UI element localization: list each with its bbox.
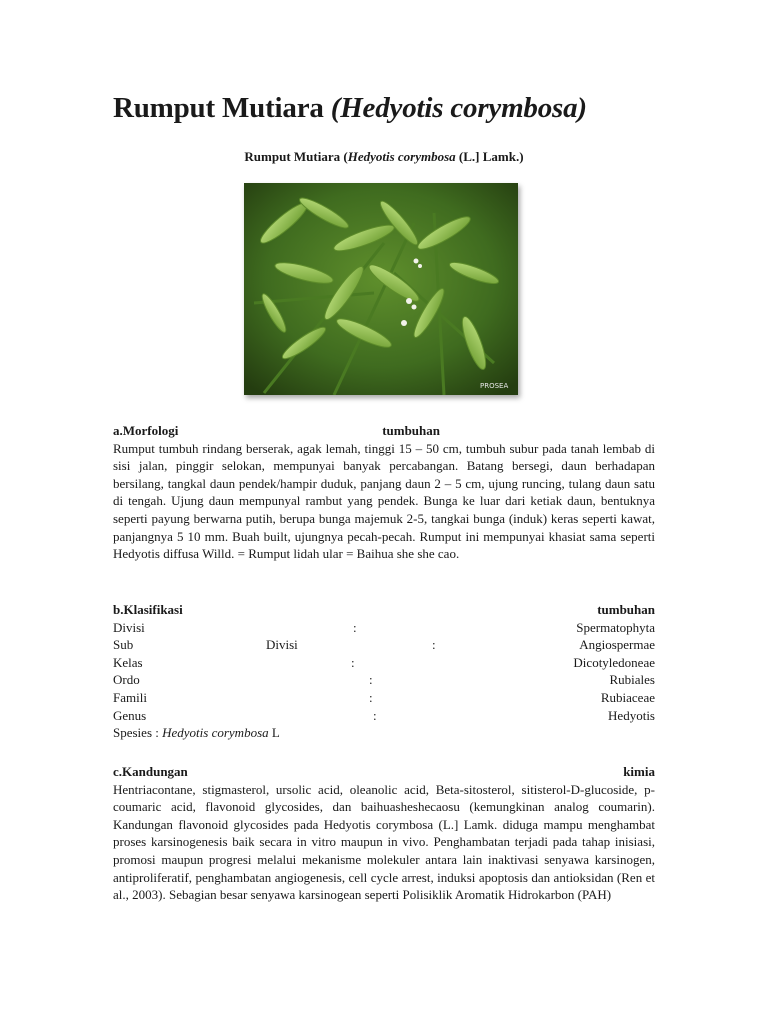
klasifikasi-key: Ordo: [113, 672, 140, 688]
section-kandungan: [113, 763, 655, 904]
subtitle-plain-1: Rumput Mutiara (: [244, 149, 348, 164]
subtitle-italic: Hedyotis corymbosa: [347, 149, 456, 164]
photo-watermark: PROSEA: [480, 382, 509, 390]
section-morfologi: [113, 422, 655, 563]
klasifikasi-value: Spermatophyta: [576, 619, 655, 635]
klasifikasi-key-mid: Divisi: [266, 637, 298, 653]
title-plain: Rumput Mutiara: [113, 92, 331, 124]
klasifikasi-key: Genus: [113, 707, 147, 723]
subtitle-plain-2: (L.] Lamk.): [455, 149, 524, 164]
spesies-suffix: L: [268, 725, 280, 741]
klasifikasi-value: Angiospermae: [579, 637, 655, 653]
page-title: [113, 92, 587, 125]
title-italic: (Hedyotis corymbosa): [330, 92, 587, 124]
klasifikasi-heading: [113, 601, 655, 619]
klasifikasi-key: Kelas: [113, 654, 143, 670]
klasifikasi-value: Dicotyledoneae: [573, 654, 655, 670]
kandungan-heading-left: c.Kandungan: [113, 764, 188, 779]
klasifikasi-heading-right: tumbuhan: [597, 602, 655, 617]
klasifikasi-colon: :: [353, 619, 357, 635]
klasifikasi-row: [113, 636, 655, 654]
klasifikasi-key: Famili: [113, 689, 147, 705]
kandungan-heading: [113, 763, 655, 781]
klasifikasi-colon: :: [369, 689, 373, 705]
klasifikasi-row: [113, 707, 655, 725]
klasifikasi-row: [113, 619, 655, 637]
klasifikasi-heading-left: b.Klasifikasi: [113, 602, 183, 617]
spesies-line: [113, 724, 655, 742]
klasifikasi-row: [113, 689, 655, 707]
klasifikasi-colon: :: [373, 707, 377, 723]
spesies-italic: Hedyotis corymbosa: [162, 725, 269, 741]
morfologi-heading-left: a.Morfologi: [113, 423, 179, 438]
page-subtitle: [113, 149, 655, 165]
klasifikasi-colon: :: [369, 672, 373, 688]
klasifikasi-value: Hedyotis: [608, 707, 655, 723]
kandungan-text: Hentriacontane, stigmasterol, ursolic acid, oleanolic acid, Beta-sitosterol, sitisterol-D-glucoside, p-coumaric acid, flavonoid glycosides, dan baihuasheshecaosu (kemungkinan analog coumarin). Kandungan flavonoid glycosides pada Hedyotis corymbosa (L.] Lamk. diduga mampu menghambat proses karsinogenesis baik secara in vitro maupun in vivo. Penghambatan terjadi pada tahap inisiasi, promosi maupun progresi melalui mekanisme molekuler antara lain inaktivasi senyawa karsinogen, antiproliferatif, penghambatan angiogenesis, cell cycle arrest, induksi apoptosis dan antioksidan (Ren et al., 2003). Sebagian besar senyawa karsinogean seperti Polisiklik Aromatik Hidrokarbon (PAH): [113, 781, 655, 903]
klasifikasi-key: Sub: [113, 637, 134, 653]
section-klasifikasi: [113, 601, 655, 742]
klasifikasi-colon: :: [432, 637, 436, 653]
spesies-label: Spesies :: [113, 725, 163, 741]
klasifikasi-value: Rubiales: [609, 672, 655, 688]
morfologi-heading: [113, 422, 655, 440]
kandungan-heading-right: kimia: [623, 764, 655, 779]
plant-photo: [244, 183, 518, 395]
klasifikasi-row: [113, 671, 655, 689]
klasifikasi-key: Divisi: [113, 619, 145, 635]
morfologi-heading-right: tumbuhan: [382, 423, 440, 438]
klasifikasi-colon: :: [351, 654, 355, 670]
klasifikasi-value: Rubiaceae: [600, 689, 655, 705]
klasifikasi-row: [113, 654, 655, 672]
morfologi-text: Rumput tumbuh rindang berserak, agak lemah, tinggi 15 – 50 cm, tumbuh subur pada tanah lembab di sisi jalan, pinggir selokan, mempunyai banyak percabangan. Batang bersegi, daun berhadapan bersilang, tangkal daun pendek/hampir duduk, panjang daun 2 – 5 cm, ujung runcing, tulang daun satu di tengah. Ujung daun mempunyal rambut yang pendek. Bunga ke luar dari ketiak daun, bentuknya seperti payung berwarna putih, berupa bunga majemuk 2-5, tangkai bunga (induk) keras seperti kawat, panjangnya 5 10 mm. Buah built, ujungnya pecah-pecah. Rumput ini mempunyai khasiat sama seperti Hedyotis diffusa Willd. = Rumput lidah ular = Baihua she she cao.: [113, 440, 655, 562]
